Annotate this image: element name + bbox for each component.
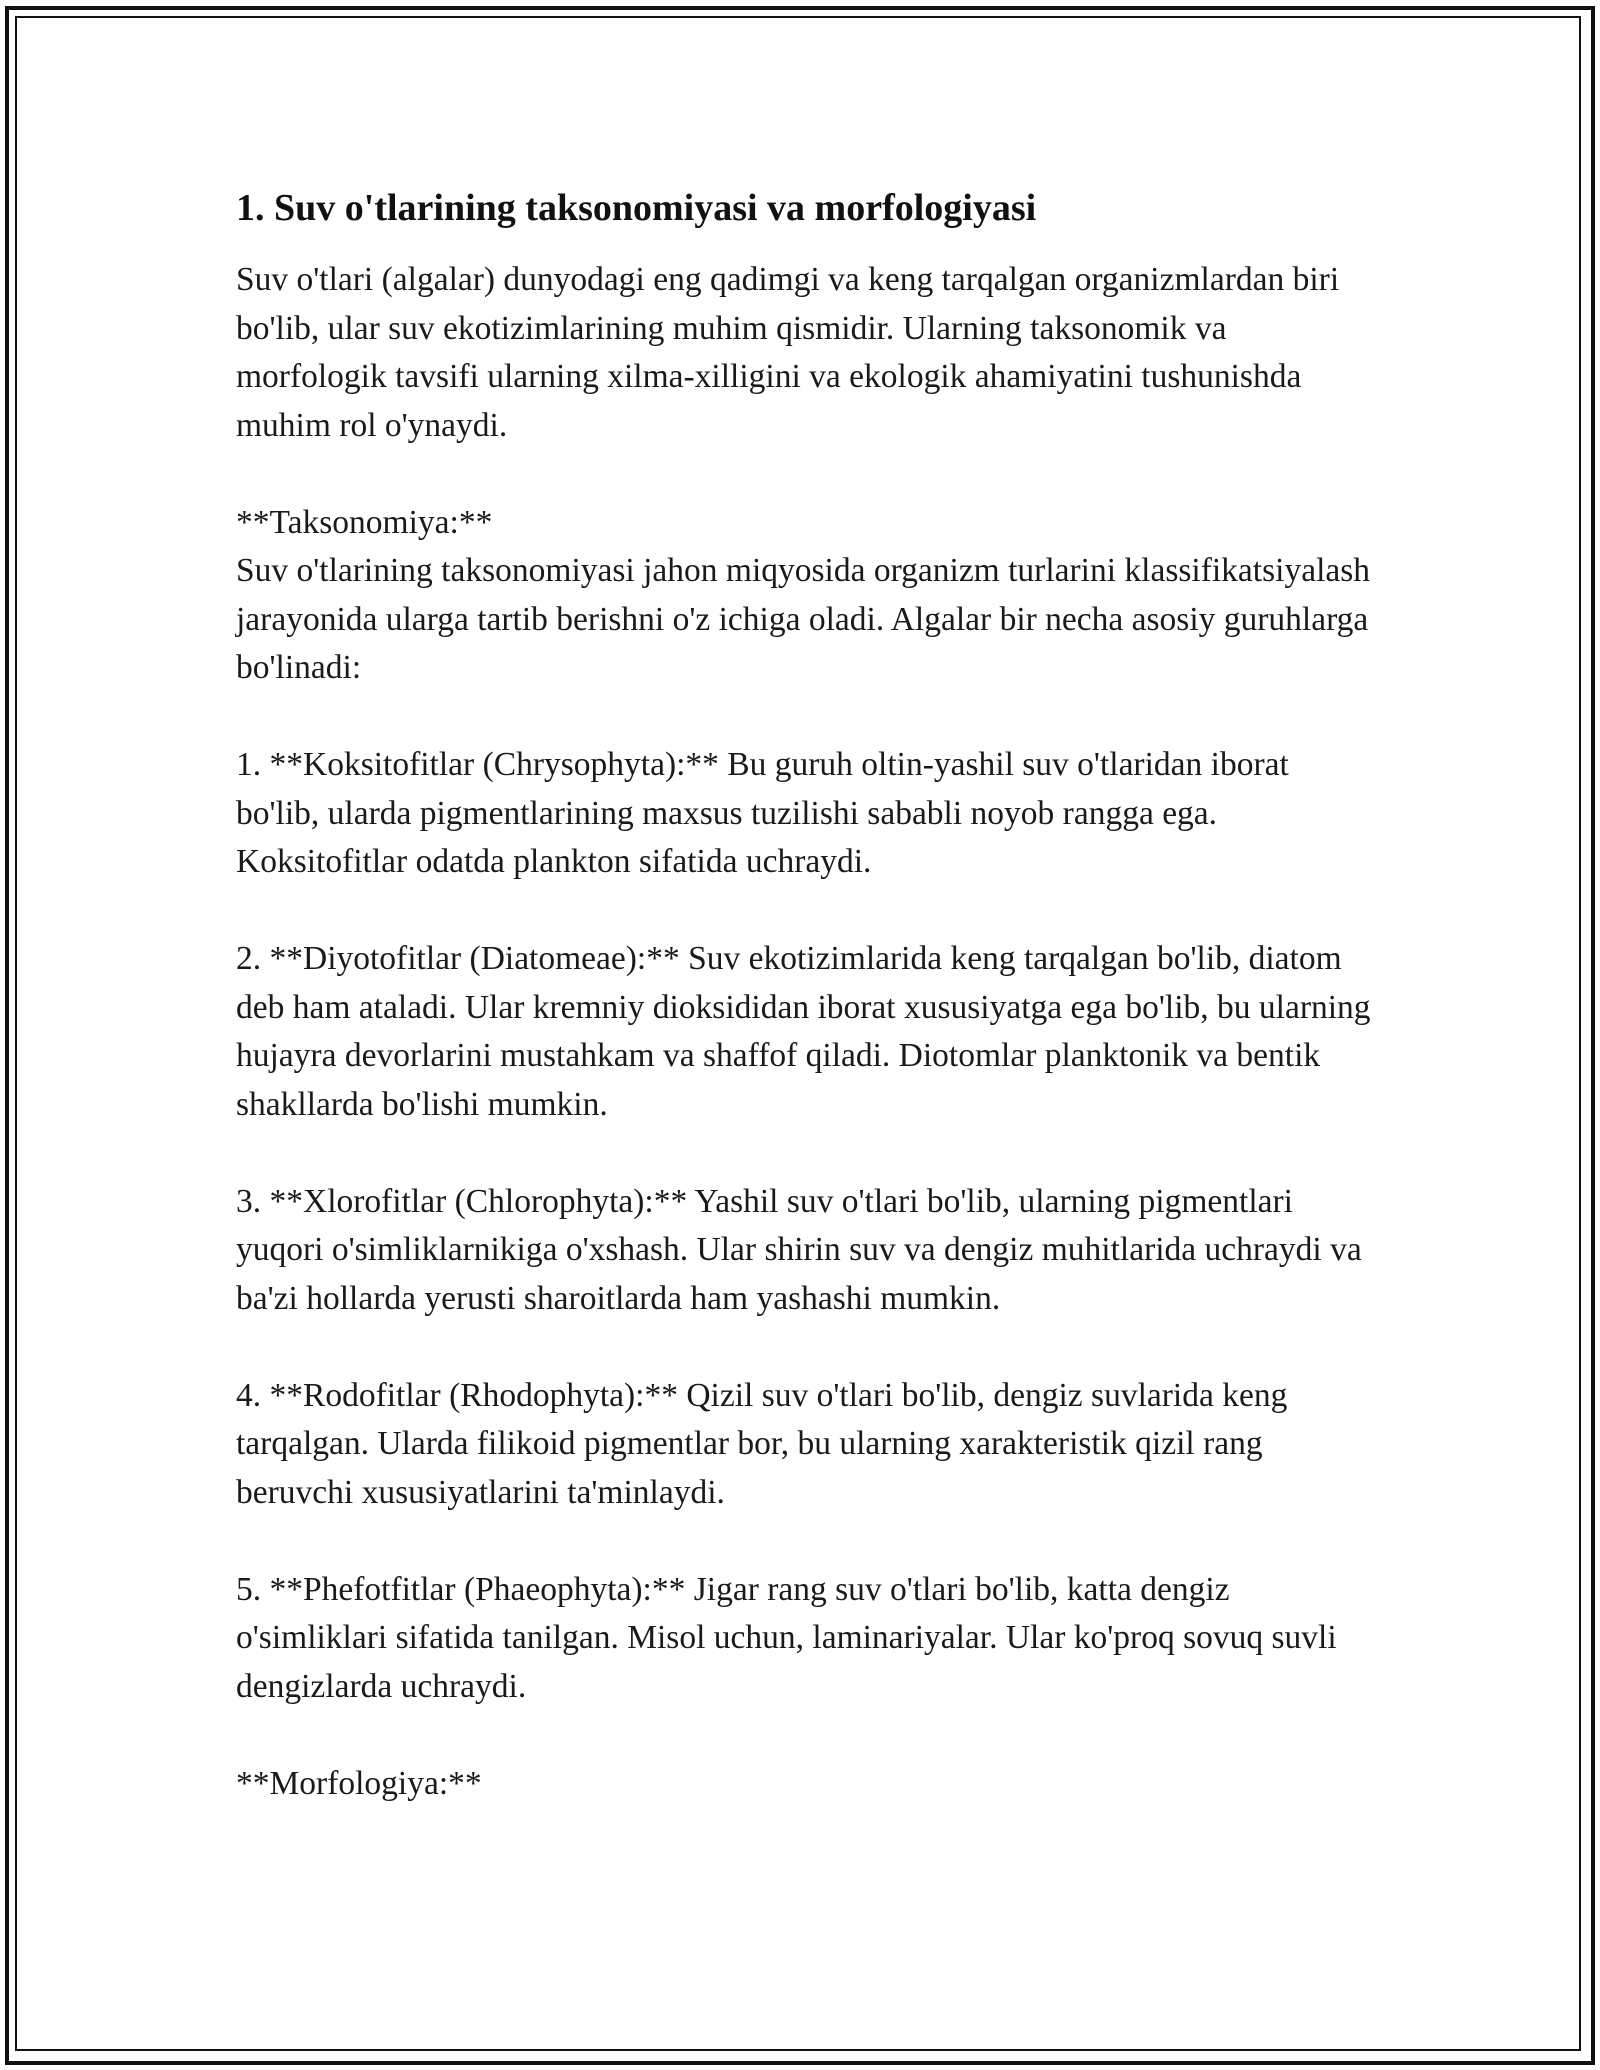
intro-paragraph: Suv o'tlari (algalar) dunyodagi eng qadimgi va keng tarqalgan organizmlardan biri bo'lib, ular suv ekotizimlarining muhim qismidir. Ularning taksonomik va morfologik tavsifi ularning xilma-xilligini va ekologik ahamiyatini tushunishda muhim rol o'ynaydi. <box>236 261 1340 444</box>
taxonomy-heading: **Taksonomiya:** <box>236 503 493 541</box>
group-item-chlorophyta: 3. **Xlorofitlar (Chlorophyta):** Yashil suv o'tlari bo'lib, ularning pigmentlari yuqori o'simliklarnikiga o'xshash. Ular shirin suv va dengiz muhitlarida uchraydi va ba'zi hollarda yerusti sharoitlarda ham yashashi mumkin. <box>236 1182 1362 1317</box>
document-body <box>236 184 1376 1808</box>
page-title: 1. Suv o'tlarining taksonomiyasi va morfologiyasi <box>236 187 1037 229</box>
taxonomy-paragraph: Suv o'tlarining taksonomiyasi jahon miqyosida organizm turlarini klassifikatsiyalash jarayonida ularga tartib berishni o'z ichiga oladi. Algalar bir necha asosiy guruhlarga bo'linadi: <box>236 552 1371 686</box>
morphology-heading: **Morfologiya:** <box>236 1764 482 1802</box>
group-item-chrysophyta: 1. **Koksitofitlar (Chrysophyta):** Bu guruh oltin-yashil suv o'tlaridan iborat bo'lib, ularda pigmentlarining maxsus tuzilishi sababli noyob rangga ega. Koksitofitlar odatda plankton sifatida uchraydi. <box>236 746 1289 880</box>
group-item-rhodophyta: 4. **Rodofitlar (Rhodophyta):** Qizil suv o'tlari bo'lib, dengiz suvlarida keng tarqalgan. Ularda filikoid pigmentlar bor, bu ularning xarakteristik qizil rang beruvchi xususiyatlarini ta'minlaydi. <box>236 1376 1288 1511</box>
group-item-diatomeae: 2. **Diyotofitlar (Diatomeae):** Suv ekotizimlarida keng tarqalgan bo'lib, diatom deb ham ataladi. Ular kremniy dioksididan iborat xususiyatga ega bo'lib, bu ularning hujayra devorlarini mustahkam va shaffof qiladi. Diotomlar planktonik va bentik shakllarda bo'lishi mumkin. <box>236 940 1371 1123</box>
group-item-phaeophyta: 5. **Phefotfitlar (Phaeophyta):** Jigar rang suv o'tlari bo'lib, katta dengiz o'simliklari sifatida tanilgan. Misol uchun, laminariyalar. Ular ko'proq sovuq suvli dengizlarda uchraydi. <box>236 1570 1337 1705</box>
